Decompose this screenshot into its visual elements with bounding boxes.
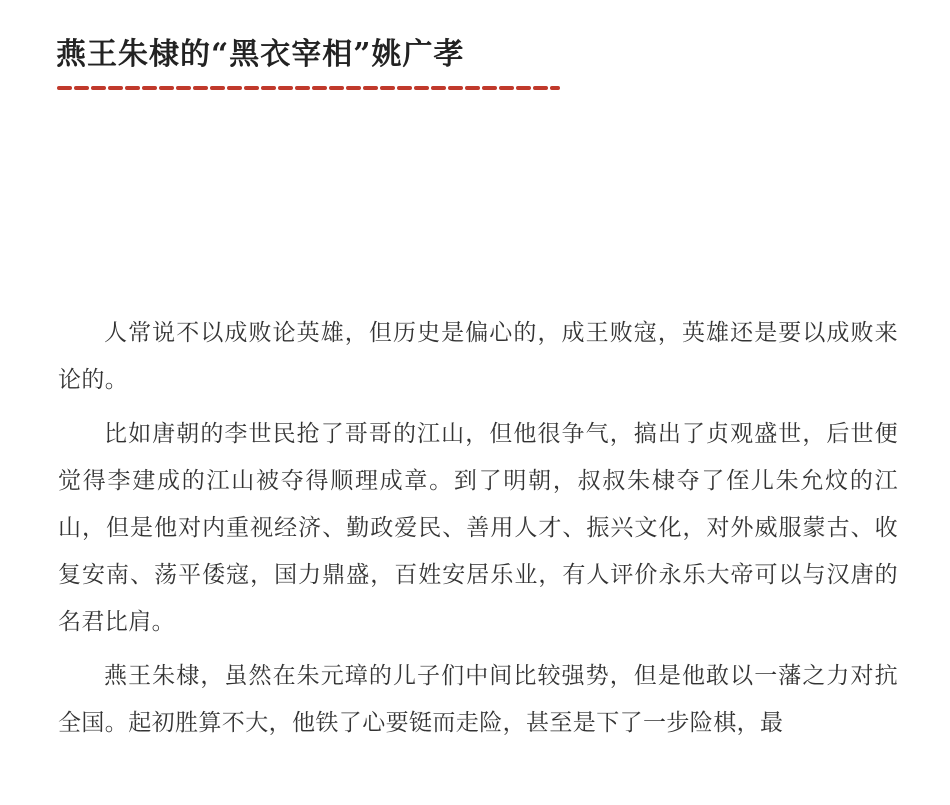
article-body bbox=[58, 310, 898, 754]
article-title: 燕王朱棣的“黑衣宰相”姚广孝 bbox=[56, 37, 465, 72]
paragraph-3: 燕王朱棣，虽然在朱元璋的儿子们中间比较强势，但是他敢以一藩之力对抗全国。起初胜算不大，他铁了心要铤而走险，甚至是下了一步险棋，最 bbox=[58, 663, 898, 736]
article-title-block bbox=[56, 30, 465, 80]
paragraph-1: 人常说不以成败论英雄，但历史是偏心的，成王败寇，英雄还是要以成败来论的。 bbox=[58, 320, 898, 393]
paragraph-2: 比如唐朝的李世民抢了哥哥的江山，但他很争气，搞出了贞观盛世，后世便觉得李建成的江山被夺得顺理成章。到了明朝，叔叔朱棣夺了侄儿朱允炆的江山，但是他对内重视经济、勤政爱民、善用人才、振兴文化，对外威服蒙古、收复安南、荡平倭寇，国力鼎盛，百姓安居乐业，有人评价永乐大帝可以与汉唐的名君比肩。 bbox=[58, 421, 898, 635]
title-dashed-underline bbox=[57, 85, 560, 91]
